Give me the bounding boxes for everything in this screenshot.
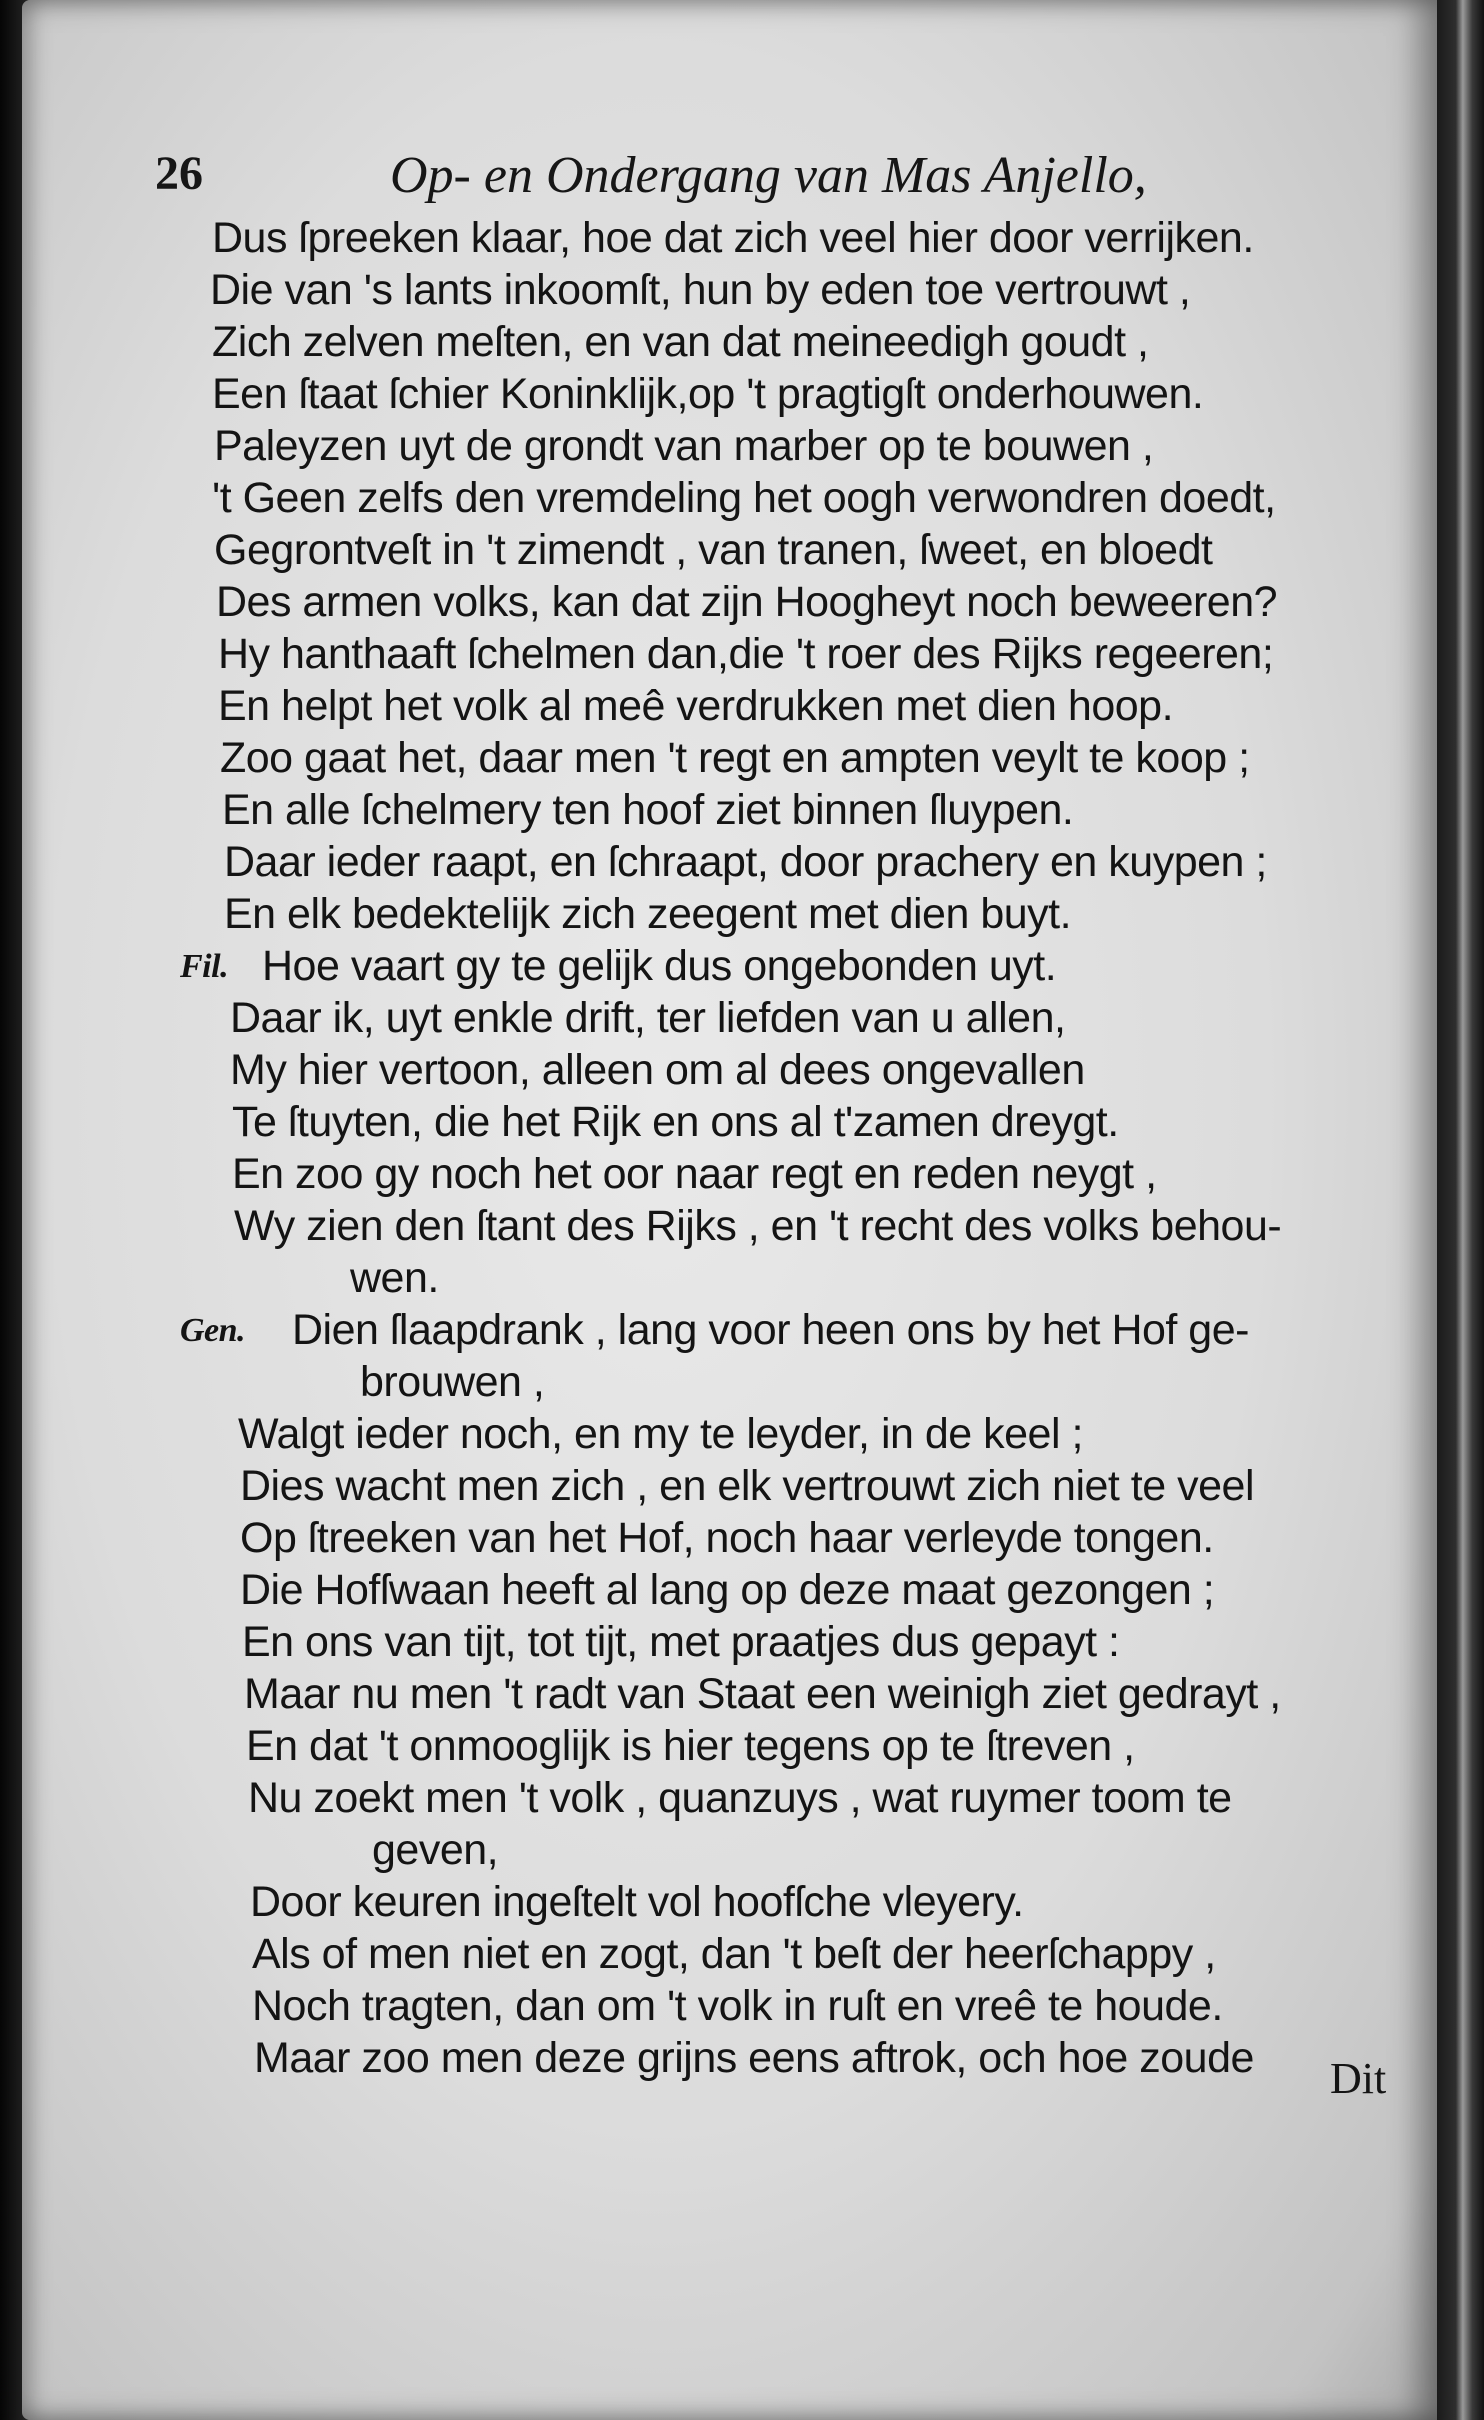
verse-line: Maar zoo men deze grijns eens aftrok, och hoe zoude	[254, 2034, 1254, 2082]
facing-page-edge	[1437, 0, 1484, 2420]
verse-line: My hier vertoon, alleen om al dees ongevallen	[230, 1046, 1085, 1094]
verse-line: brouwen ,	[360, 1358, 545, 1406]
verse-line: Die van 's lants inkoomſt, hun by eden toe vertrouwt ,	[210, 266, 1191, 314]
page-number: 26	[155, 147, 203, 200]
verse-line: Noch tragten, dan om 't volk in ruſt en vreê te houde.	[252, 1982, 1223, 2030]
verse-line: 't Geen zelfs den vremdeling het oogh verwondren doedt,	[212, 474, 1276, 522]
verse-line: Dien ſlaapdrank , lang voor heen ons by het Hof ge-	[292, 1306, 1249, 1354]
verse-line: En dat 't onmooglijk is hier tegens op te ſtreven ,	[246, 1722, 1135, 1770]
verse-line: Zich zelven meſten, en van dat meineedigh goudt ,	[212, 318, 1149, 366]
verse-line: Een ſtaat ſchier Koninklijk,op 't pragtigſt onderhouwen.	[212, 370, 1204, 418]
verse-line: Walgt ieder noch, en my te leyder, in de keel ;	[238, 1410, 1083, 1458]
verse-line: Daar ieder raapt, en ſchraapt, door prachery en kuypen ;	[224, 838, 1267, 886]
verse-line: wen.	[350, 1254, 439, 1302]
verse-line: Door keuren ingeſtelt vol hoofſche vleyery.	[250, 1878, 1024, 1926]
speaker-label: Gen.	[180, 1312, 246, 1349]
verse-line: Nu zoekt men 't volk , quanzuys , wat ruymer toom te	[248, 1774, 1232, 1822]
verse-line: Te ſtuyten, die het Rijk en ons al t'zamen dreygt.	[232, 1098, 1119, 1146]
verse-line: geven,	[372, 1826, 499, 1874]
verse-line: Dies wacht men zich , en elk vertrouwt zich niet te veel	[240, 1462, 1254, 1510]
verse-line: Wy zien den ſtant des Rijks , en 't recht des volks behou-	[234, 1202, 1282, 1250]
verse-line: Hoe vaart gy te gelijk dus ongebonden uyt.	[262, 942, 1057, 990]
verse-line: Gegrontveſt in 't zimendt , van tranen, ſweet, en bloedt	[214, 526, 1213, 574]
verse-line: En alle ſchelmery ten hoof ziet binnen ſluypen.	[222, 786, 1074, 834]
verse-line: Als of men niet en zogt, dan 't beſt der heerſchappy ,	[252, 1930, 1216, 1978]
verse-line: En elk bedektelijk zich zeegent met dien buyt.	[224, 890, 1072, 938]
verse-line: Op ſtreeken van het Hof, noch haar verleyde tongen.	[240, 1514, 1214, 1562]
verse-line: Maar nu men 't radt van Staat een weinigh ziet gedrayt ,	[244, 1670, 1281, 1718]
speaker-label: Fil.	[180, 948, 229, 985]
verse-line: En ons van tijt, tot tijt, met praatjes dus gepayt :	[242, 1618, 1120, 1666]
catchword: Dit	[1330, 2054, 1387, 2103]
verse-line: Daar ik, uyt enkle drift, ter liefden van u allen,	[230, 994, 1066, 1042]
running-title: Op- en Ondergang van Mas Anjello,	[390, 147, 1147, 204]
verse-line: Zoo gaat het, daar men 't regt en ampten veylt te koop ;	[220, 734, 1250, 782]
verse-line: En helpt het volk al meê verdrukken met dien hoop.	[218, 682, 1174, 730]
verse-line: En zoo gy noch het oor naar regt en reden neygt ,	[232, 1150, 1157, 1198]
verse-line: Paleyzen uyt de grondt van marber op te bouwen ,	[214, 422, 1154, 470]
verse-line: Dus ſpreeken klaar, hoe dat zich veel hier door verrijken.	[212, 214, 1254, 262]
verse-line: Hy hanthaaft ſchelmen dan,die 't roer des Rijks regeeren;	[218, 630, 1274, 678]
verse-line: Des armen volks, kan dat zijn Hoogheyt noch beweeren?	[216, 578, 1278, 626]
verse-line: Die Hofſwaan heeft al lang op deze maat gezongen ;	[240, 1566, 1215, 1614]
